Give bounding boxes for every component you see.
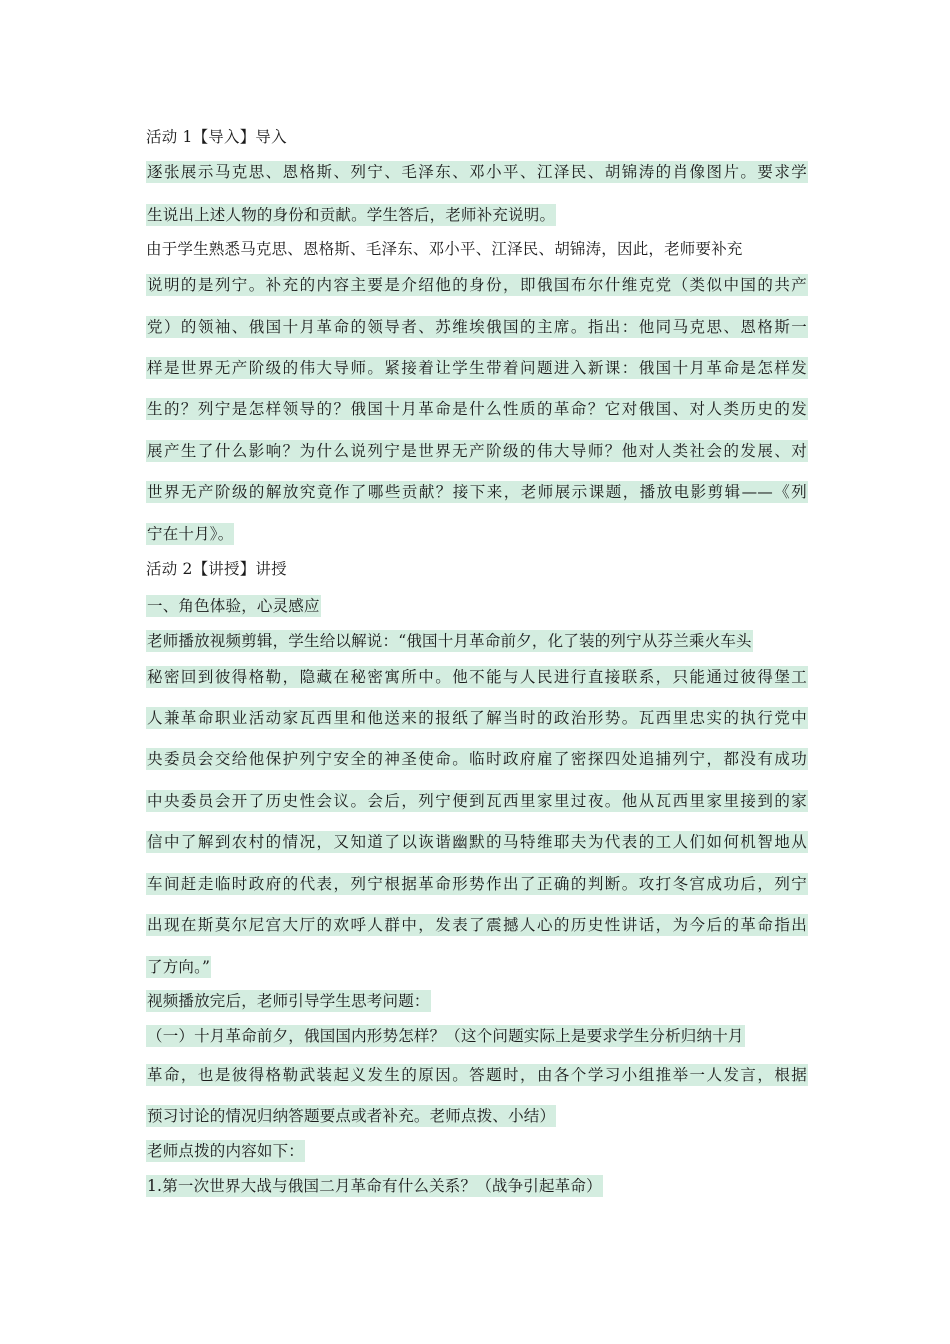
paragraph-line: 逐张展示马克思、恩格斯、列宁、毛泽东、邓小平、江泽民、胡锦涛的肖像图片。要求学 [147,163,807,181]
paragraph-line: 老师点拨的内容如下： [147,1142,305,1160]
activity-2-heading: 活动 2【讲授】讲授 [146,560,287,578]
paragraph-line: 出现在斯莫尔尼宫大厅的欢呼人群中，发表了震撼人心的历史性讲话，为今后的革命指出 [147,916,807,934]
activity-1-heading: 活动 1【导入】导入 [146,128,287,146]
paragraph-line: 秘密回到彼得格勒，隐藏在秘密寓所中。他不能与人民进行直接联系，只能通过彼得堡工 [147,668,807,686]
paragraph-line: 生说出上述人物的身份和贡献。学生答后，老师补充说明。 [147,206,556,224]
paragraph-line: 央委员会交给他保护列宁安全的神圣使命。临时政府雇了密探四处追捕列宁，都没有成功 [147,750,807,768]
paragraph-line: 老师播放视频剪辑，学生给以解说：“俄国十月革命前夕，化了装的列宁从芬兰乘火车头 [147,632,752,650]
paragraph-line: 人兼革命职业活动家瓦西里和他送来的报纸了解当时的政治形势。瓦西里忠实的执行党中 [147,709,807,727]
paragraph-line: 样是世界无产阶级的伟大导师。紧接着让学生带着问题进入新课：俄国十月革命是怎样发 [147,359,807,377]
paragraph-line: 视频播放完后，老师引导学生思考问题： [147,992,430,1010]
paragraph-line: 由于学生熟悉马克思、恩格斯、毛泽东、邓小平、江泽民、胡锦涛，因此，老师要补充 [146,240,743,258]
paragraph-line: 党）的领袖、俄国十月革命的领导者、苏维埃俄国的主席。指出：他同马克思、恩格斯一 [147,318,807,336]
paragraph-line: 展产生了什么影响？为什么说列宁是世界无产阶级的伟大导师？他对人类社会的发展、对 [147,442,807,460]
section-heading: 一、角色体验，心灵感应 [147,597,320,615]
paragraph-line: 了方向。” [147,958,211,976]
paragraph-line: 说明的是列宁。补充的内容主要是介绍他的身份，即俄国布尔什维克党（类似中国的共产 [147,276,807,294]
paragraph-line: 生的？列宁是怎样领导的？俄国十月革命是什么性质的革命？它对俄国、对人类历史的发 [147,400,807,418]
paragraph-line: 预习讨论的情况归纳答题要点或者补充。老师点拨、小结） [147,1107,556,1125]
paragraph-line: 信中了解到农村的情况，又知道了以诙谐幽默的马特维耶夫为代表的工人们如何机智地从 [147,833,807,851]
paragraph-line: 中央委员会开了历史性会议。会后，列宁便到瓦西里家里过夜。他从瓦西里家里接到的家 [147,792,807,810]
paragraph-line: 世界无产阶级的解放究竟作了哪些贡献？接下来，老师展示课题，播放电影剪辑——《列 [147,483,807,501]
question-line: （一）十月革命前夕，俄国国内形势怎样？（这个问题实际上是要求学生分析归纳十月 [147,1027,744,1045]
paragraph-line: 车间赶走临时政府的代表，列宁根据革命形势作出了正确的判断。攻打冬宫成功后，列宁 [147,875,807,893]
paragraph-line: 宁在十月》。 [147,525,234,543]
paragraph-line: 革命，也是彼得格勒武装起义发生的原因。答题时，由各个学习小组推举一人发言，根据 [147,1066,807,1084]
numbered-item: 1.第一次世界大战与俄国二月革命有什么关系？（战争引起革命） [147,1177,602,1195]
